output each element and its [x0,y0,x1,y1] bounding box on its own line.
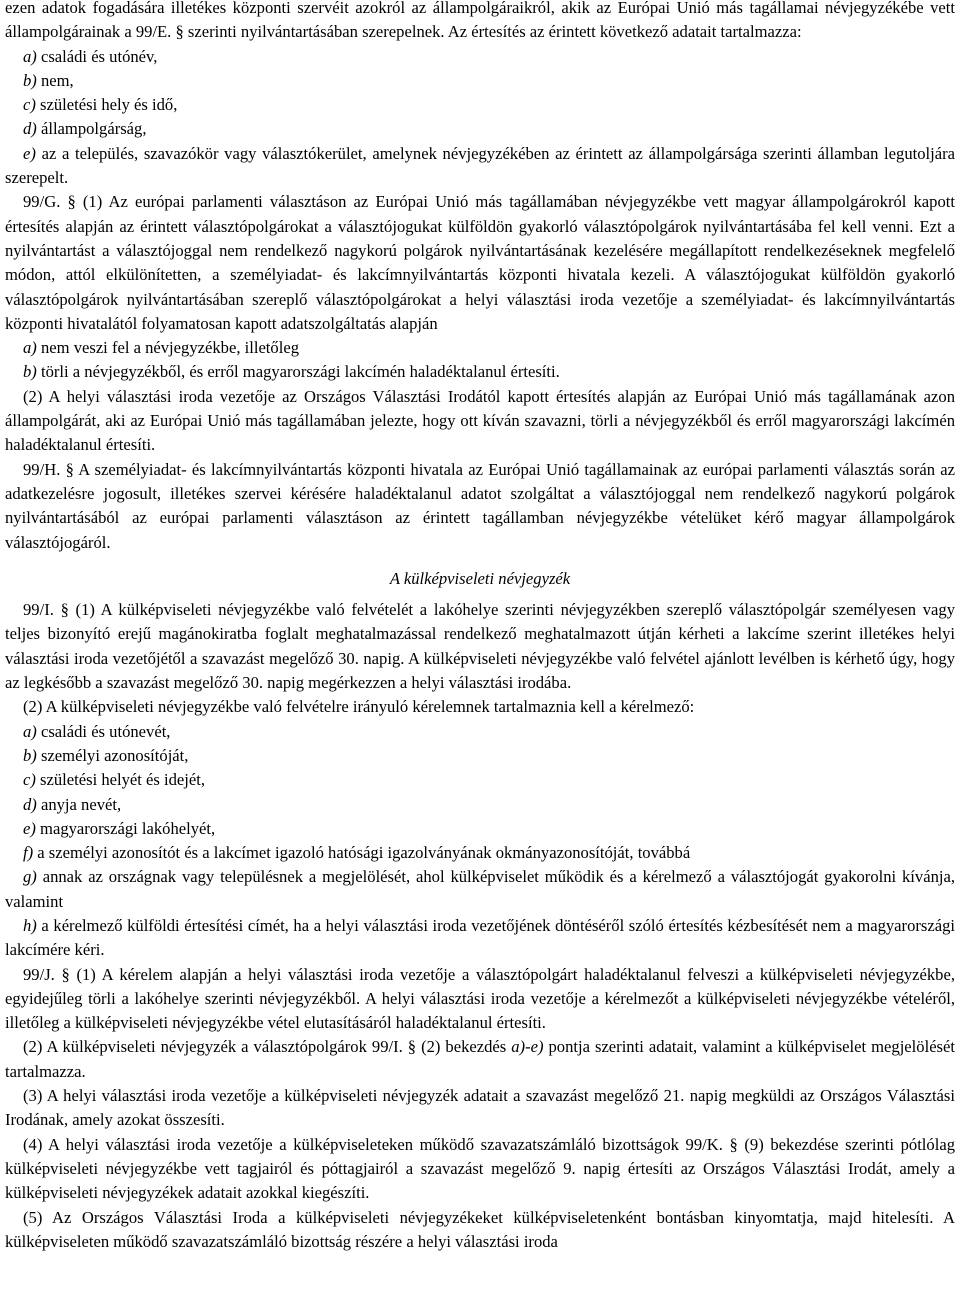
list-marker: e) [23,818,36,838]
list-item-g [5,865,955,914]
section-99g: 99/G. § (1) Az európai parlamenti választáson az Európai Unió más tagállamában névjegyzékbe vett magyar állampolgárokról kapott értesítés alapján az érintett választópolgárokat a választójogukat külföldön gyakorló választópolgárok nyilvántartásába fel kell venni. Ezt a nyilvántartást a választójoggal nem rendelkező nagykorú polgárok nyilvántartásának kezelésére megállapított rendelkezéseknek megfelelő módon, attól elkülönítetten, a személyiadat- és lakcímnyilvántartás központi hivatala kezeli. A választójogukat külföldön gyakorló választópolgárok nyilvántartásában szereplő választópolgárokat a helyi választási iroda vezetője a személyiadat- és lakcímnyilvántartás központi hivatalától folyamatosan kapott adatszolgáltatás alapján [5,192,955,333]
list-marker: f) [23,843,34,863]
list-marker: a) [23,721,37,741]
list-marker: c) [23,95,36,115]
list-text: anyja nevét, [36,794,122,814]
list-text: a kérelmező külföldi értesítési címét, ha a helyi választási iroda vezetőjének döntéséről szóló értesítés kézbesítését nem a magyarországi lakcímére kéri. [5,915,955,960]
section-heading: A külképviseleti névjegyzék [389,568,571,588]
list-marker: a) [23,46,37,66]
list-item-a [5,45,955,69]
list-item-c [5,93,955,117]
paragraph-99j-3: (3) A helyi választási iroda vezetője a külképviseleti névjegyzék adatait a szavazást megelőző 21. napig megküldi az Országos Választási Irodának, amely azokat összesíti. [5,1086,955,1130]
list-item-d [5,117,955,141]
section-99i: 99/I. § (1) A külképviseleti névjegyzékbe való felvételét a lakóhelye szerinti névjegyzékben szereplő választópolgár személyesen vagy teljes bizonyító erejű magánokiratba foglalt meghatalmazással rendelkező meghatalmazott útján kérheti a lakcíme szerint illetékes helyi választási iroda vezetőjétől a szavazást megelőző 30. napig. A külképviseleti névjegyzékbe való felvétel ajánlott levélben is kérhető úgy, hogy az legkésőbb a szavazást megelőző 30. napig megérkezzen a helyi választási irodába. [5,600,955,693]
list-item-h [5,914,955,963]
paragraph-intro: ezen adatok fogadására illetékes központi szervéit azokról az állampolgáraikról, akik az Európai Unió más tagállamai névjegyzékébe vett állampolgárainak a 99/E. § szerinti nyilvántartásában szerepelnek. Az értesítés az érintett következő adatait tartalmazza: [5,0,955,42]
paragraph-99g-2: (2) A helyi választási iroda vezetője az Országos Választási Irodától kapott értesítés alapján az Európai Unió más tagállamának azon állampolgárát, aki az Európai Unió más tagállamában jelezte, hogy ott kíván szavazni, törli a névjegyzékből és erről magyarországi lakcímén haladéktalanul értesíti. [5,386,955,455]
list-marker: c) [23,770,36,790]
paragraph-99j-4: (4) A helyi választási iroda vezetője a külképviseleteken működő szavazatszámláló bizottságok 99/K. § (9) bekezdése szerinti pótlólag külképviseleti névjegyzékbe vett tagjairól és póttagjairól a szavazást megelőző 9. napig értesíti az Országos Választási Irodát, amely a külképviseleti névjegyzékek adatait azokkal kiegészíti. [5,1134,955,1203]
section-99h: 99/H. § A személyiadat- és lakcímnyilvántartás központi hivatala az Európai Unió tagállamainak az európai parlamenti választás során az adatkezelésre jogosult, illetékes szervei kérésére haladéktalanul adatot szolgáltat a választójoggal nem rendelkező nagykorú polgárok nyilvántartásából az európai parlamenti választáson az érintett tagállamban névjegyzékbe vételüket kérő magyar állampolgárok választójogáról. [5,459,955,552]
list-marker: g) [23,867,37,887]
list-item-a [5,720,955,744]
list-marker: e) [23,143,36,163]
section-99j: 99/J. § (1) A kérelem alapján a helyi választási iroda vezetője a választópolgárt haladéktalanul felveszi a külképviseleti névjegyzékbe, egyidejűleg törli a lakóhelye szerinti névjegyzékből. A helyi választási iroda vezetője a kérelmezőt a külképviseleti névjegyzékbe vételéről, illetőleg a külképviseleti névjegyzékbe vétel elutasításáról haladéktalanul értesíti. [5,964,955,1033]
list-text: állampolgárság, [36,119,147,139]
list-marker: d) [23,119,37,139]
list-marker: b) [23,362,37,382]
list-text: személyi azonosítóját, [36,745,189,765]
list-text: születési helyét és idejét, [35,770,206,790]
list-text: a személyi azonosítót és a lakcímet igazoló hatósági igazolványának okmányazonosítóját, továbbá [33,843,691,863]
list-item-d [5,793,955,817]
list-marker: a)-e) [511,1037,544,1057]
paragraph-99i-2: (2) A külképviseleti névjegyzékbe való felvételre irányuló kérelemnek tartalmaznia kell a kérelmező: [23,697,695,717]
list-item-b [5,744,955,768]
list-marker: b) [23,70,37,90]
list-item-c [5,768,955,792]
list-marker: d) [23,794,37,814]
paragraph-text: pontja szerinti adatait, valamint a külképviselet megjelölését tartalmazza. [5,1037,955,1081]
paragraph-text: (2) A külképviseleti névjegyzék a választópolgárok 99/I. § (2) bekezdés [23,1037,512,1057]
list-text: családi és utónév, [36,46,158,66]
list-text: családi és utónevét, [36,721,171,741]
list-item-e [5,142,955,191]
list-item-b [5,360,955,384]
list-item-f [5,841,955,865]
list-item-b [5,69,955,93]
list-text: nem veszi fel a névjegyzékbe, illetőleg [36,338,299,358]
list-marker: a) [23,338,37,358]
list-item-a [5,336,955,360]
list-text: annak az országnak vagy településnek a megjelölését, ahol külképviselet működik és a kérelmező a választójogát gyakorolni kívánja, valamint [5,867,955,911]
paragraph-99j-5: (5) Az Országos Választási Iroda a külképviseleti névjegyzékeket külképviseletenként bontásban kinyomtatja, majd hitelesíti. A külképviseleten működő szavazatszámláló bizottság részére a helyi választási iroda [5,1207,955,1251]
list-text: nem, [36,70,74,90]
list-text: törli a névjegyzékből, és erről magyarországi lakcímén haladéktalanul értesíti. [36,362,560,382]
paragraph-99j-2 [5,1035,955,1084]
document-page [5,0,955,1254]
list-text: az a település, szavazókör vagy választókerület, amelynek névjegyzékében az érintett az állampolgársága szerinti államban legutoljára szerepelt. [5,143,955,188]
list-marker: h) [23,915,37,935]
list-text: magyarországi lakóhelyét, [35,818,216,838]
list-text: születési hely és idő, [35,95,178,115]
list-marker: b) [23,745,37,765]
list-item-e [5,817,955,841]
